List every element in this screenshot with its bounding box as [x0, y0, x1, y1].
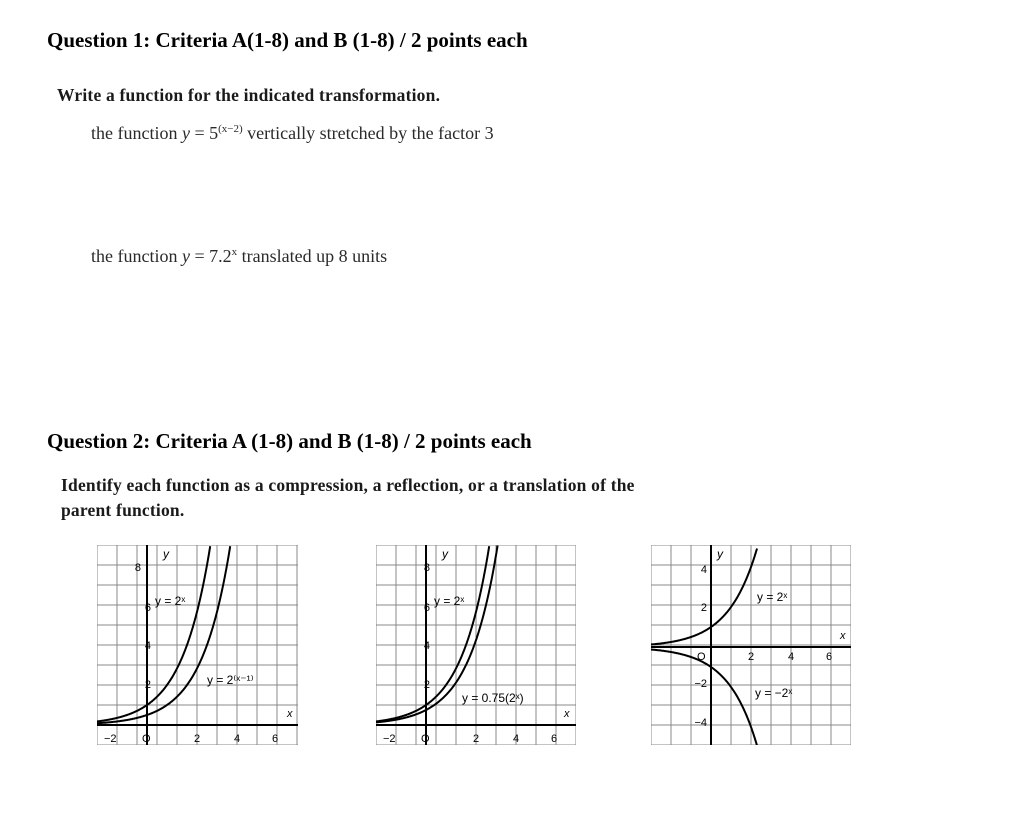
graph-1-y-tick-6: 6: [144, 602, 151, 614]
graph-1-x-tick-6: 6: [272, 733, 279, 745]
graph-3-axis-x-label: x: [840, 630, 846, 642]
graph-2-transformed-label: y = 0.75(2ˣ): [462, 691, 524, 705]
graph-3-x-tick-6: 6: [826, 651, 833, 663]
graph-3-transformed-curve: [651, 650, 757, 746]
problem-2: the function $y = 7.2^x$ translated up 8 units: [91, 246, 388, 266]
graph-2-parent-label: y = 2ˣ: [434, 594, 465, 608]
graph-3-parent-curve: [651, 549, 757, 645]
graph-2-y-tick-6: 6: [423, 602, 430, 614]
graph-3-x-tick-2: 2: [748, 651, 755, 663]
problem-2-exponent: x: [231, 246, 238, 258]
problem-1-suffix: vertically stretched by the factor 3: [247, 123, 494, 143]
graph-2-axis-x-label: x: [564, 708, 570, 720]
graph-2-x-tick-2: 2: [473, 733, 480, 745]
graph-1-y-tick-4: 4: [144, 640, 151, 652]
graph-1-x-tick-4: 4: [234, 733, 241, 745]
graph-3-x-tick-4: 4: [788, 651, 795, 663]
graph-2-y-tick-4: 4: [423, 640, 430, 652]
graph-3-grid: [651, 545, 851, 745]
graph-2-x-tick-neg2: −2: [383, 733, 396, 745]
graph-2-x-tick-4: 4: [513, 733, 520, 745]
graph-1-x-tick-2: 2: [194, 733, 201, 745]
graph-3-y-tick-neg2: −2: [694, 678, 707, 690]
graph-3: [651, 545, 851, 745]
graph-1-parent-label: y = 2ˣ: [155, 594, 186, 608]
problem-1-y: y: [181, 123, 190, 143]
graph-2-x-tick-origin: O: [421, 733, 430, 745]
question1-heading: Question 1: Criteria A(1-8) and B (1-8) / 2 points each: [47, 28, 528, 52]
graph-1-x-tick-origin: O: [142, 733, 151, 745]
graph-2-svg: [376, 545, 576, 745]
question2-heading: Question 2: Criteria A (1-8) and B (1-8) / 2 points each: [47, 429, 532, 453]
graph-1-axis-y-label: y: [163, 547, 169, 561]
question2-instruction-line1: Identify each function as a compression, a reflection, or a translation of the: [61, 475, 635, 495]
graph-1-svg: [97, 545, 298, 745]
graph-2-x-tick-6: 6: [551, 733, 558, 745]
graph-3-y-tick-neg4: −4: [694, 717, 707, 729]
problem-2-prefix: the function: [91, 246, 178, 266]
graph-3-axis-y-label: y: [717, 547, 723, 561]
graph-3-parent-label: y = 2ˣ: [757, 590, 788, 604]
graph-3-y-tick-2: 2: [700, 602, 707, 614]
question1-instruction: Write a function for the indicated transformation.: [57, 85, 441, 105]
graph-2: [376, 545, 576, 745]
problem-1-base: 5: [209, 123, 219, 143]
problem-1-exponent: (x−2): [218, 123, 243, 135]
problem-2-suffix: translated up 8 units: [241, 246, 388, 266]
graph-3-y-tick-4: 4: [700, 564, 707, 576]
problem-1-prefix: the function: [91, 123, 178, 143]
graph-3-x-tick-origin: O: [697, 651, 706, 663]
graph-3-svg: [651, 545, 851, 745]
graph-1-y-tick-8: 8: [134, 562, 141, 574]
graph-3-transformed-label: y = −2ˣ: [755, 686, 793, 700]
graph-1-y-tick-2: 2: [144, 679, 151, 691]
graph-1-axis-x-label: x: [287, 708, 293, 720]
problem-2-y: y: [181, 246, 190, 266]
problem-2-base: 7.2: [209, 246, 232, 266]
problem-1: the function $y = 5^{(x-2)}$ vertically stretched by the factor 3: [91, 123, 494, 143]
graph-1-x-tick-neg2: −2: [104, 733, 117, 745]
graph-1: [97, 545, 298, 745]
graph-1-transformed-label: y = 2⁽ˣ⁻¹⁾: [207, 673, 254, 687]
graph-2-y-tick-8: 8: [423, 562, 430, 574]
graph-2-axis-y-label: y: [442, 547, 448, 561]
graph-1-parent-curve: [97, 546, 210, 722]
question2-instruction-line2: parent function.: [61, 500, 185, 520]
graph-2-y-tick-2: 2: [423, 679, 430, 691]
